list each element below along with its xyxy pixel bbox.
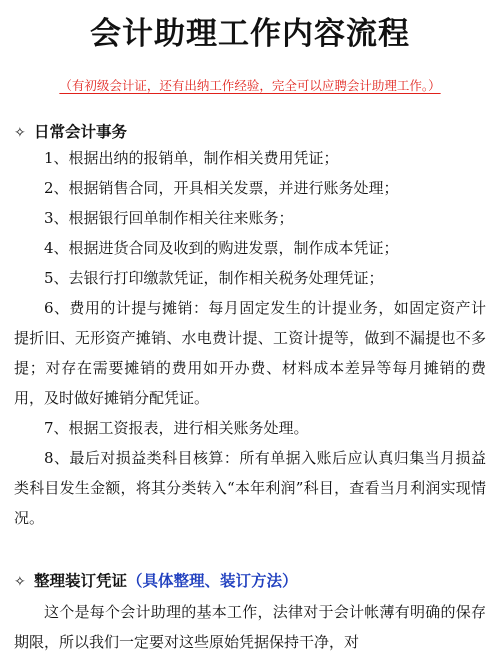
voucher-binding-body xyxy=(14,597,486,657)
list-item: 5、去银行打印缴款凭证，制作相关税务处理凭证； xyxy=(44,269,384,287)
page-title: 会计助理工作内容流程 xyxy=(90,16,410,52)
section-heading-note: （具体整理、装订方法） xyxy=(127,572,298,590)
diamond-bullet-icon: ✧ xyxy=(14,574,26,590)
list-item: 6、费用的计提与摊销：每月固定发生的计提业务，如固定资产计提折旧、无形资产摊销、水电费计提、工资计提等，做到不漏提也不多提；对存在需要摊销的费用如开办费、材料成本差异等每月摊销的费用，及时做好摊销分配凭证。 xyxy=(14,299,486,407)
diamond-bullet-icon: ✧ xyxy=(14,125,26,141)
section-heading-text: 整理装订凭证 xyxy=(34,572,128,590)
list-item: 8、最后对损益类科目核算：所有单据入账后应认真归集当月损益类科目发生金额，将其分类转入“本年利润”科目，查看当月利润实现情况。 xyxy=(14,449,486,527)
subtitle-note: （有初级会计证，还有出纳工作经验，完全可以应聘会计助理工作。） xyxy=(59,78,441,93)
section-heading-text: 日常会计事务 xyxy=(34,123,128,141)
list-item: 7、根据工资报表，进行相关账务处理。 xyxy=(44,419,309,437)
section-heading-daily-accounting xyxy=(14,120,127,142)
list-item: 3、根据银行回单制作相关往来账务； xyxy=(44,209,294,227)
daily-accounting-list xyxy=(14,143,486,533)
section-heading-voucher-binding xyxy=(14,569,298,591)
body-paragraph: 这个是每个会计助理的基本工作，法律对于会计帐薄有明确的保存期限，所以我们一定要对这些原始凭据保持干净，对 xyxy=(14,603,486,651)
list-item: 1、根据出纳的报销单，制作相关费用凭证； xyxy=(44,149,339,167)
list-item: 4、根据进货合同及收到的购进发票，制作成本凭证； xyxy=(44,239,399,257)
list-item: 2、根据销售合同，开具相关发票，并进行账务处理； xyxy=(44,179,399,197)
